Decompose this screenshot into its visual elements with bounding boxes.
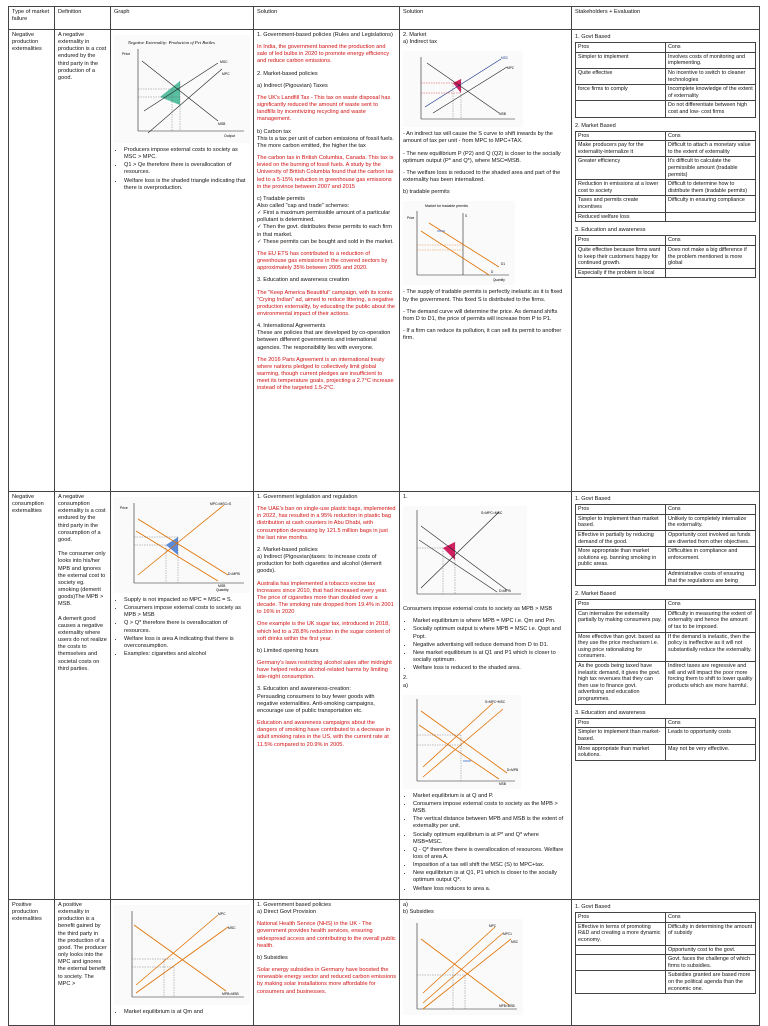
svg-text:D1: D1 [501, 262, 506, 267]
evaluation-title: 3. Education and awareness [575, 709, 646, 716]
type-cell: Negative production externalities [9, 30, 55, 492]
con-cell: Leads to opportunity costs [666, 728, 756, 744]
svg-text:MPC: MPC [489, 924, 497, 929]
pro-cell [576, 971, 666, 994]
type-cell: Positive production externalities [9, 900, 55, 1026]
graph-bullets [114, 597, 250, 658]
pros-cons-row [576, 728, 756, 744]
con-cell: Indirect taxes are regressive and will and will impact the poor more forcing them to shift to lower quality products which are more harmful. [666, 662, 756, 705]
solution-1-cell [254, 30, 400, 492]
pros-cons-row [576, 131, 756, 141]
pros-cons-row [576, 547, 756, 570]
con-cell: Incomplete knowledge of the extent of externality [666, 85, 756, 101]
pro-cell [576, 569, 666, 585]
con-cell: Unlikely to completely internalize the externality. [666, 514, 756, 530]
pro-cell: Pros [576, 43, 666, 53]
pros-cons-row [576, 718, 756, 728]
pros-cons-row [576, 744, 756, 760]
policy-text: c) Tradable permits Also called "cap and trade" schemes: ✓ First a maximum permissible amount of a particular pollutant is determined. ✓ Then the govt. distributes these permits to each firm in that market. ✓ These permits can be bought and sold in the market. [257, 195, 394, 245]
con-cell: Does not make a big difference if the problem mentioned is more global [666, 245, 756, 268]
pros-cons-table [575, 131, 756, 223]
svg-text:Quantity: Quantity [493, 278, 505, 283]
svg-text:MSB: MSB [218, 584, 226, 588]
evaluation-title: 1. Govt Based [575, 904, 611, 910]
svg-text:D=MPB: D=MPB [499, 589, 511, 594]
con-cell: If the demand is inelastic, then the policy is ineffective as it will not substantially reduce the externality. [666, 632, 756, 661]
example-text: The UK's Landfill Tax - This tax on waste disposal has significantly reduced the amount of waste sent to landfills by incentivizing recycling and waste management. [257, 94, 391, 123]
svg-text:Price: Price [122, 52, 131, 56]
con-cell: Cons [666, 718, 756, 728]
pros-cons-table [575, 235, 756, 278]
svg-text:MSC: MSC [220, 60, 228, 64]
pros-cons-row [576, 600, 756, 610]
svg-text:D=MPB: D=MPB [507, 767, 519, 772]
policy-text: 2. Market-based policies a) Indirect (Pigouvian)taxes: to increase costs of production for both cigarettes and alcohol (demerit goods). [257, 546, 382, 575]
solution-2-subtitle: b) tradable permits [403, 189, 450, 196]
policy-text: b) Limited opening hours [257, 647, 319, 654]
svg-text:Quantity: Quantity [216, 588, 229, 592]
policy-text: 3. Education and awareness creation [257, 277, 350, 284]
pros-cons-row [576, 505, 756, 515]
pro-cell: Pros [576, 236, 666, 246]
solution-1-cell [254, 492, 400, 900]
evaluation-cell [572, 900, 760, 1026]
solution-2-bullet: • Socially optimum output is where MPB = MSC i.e. Qopt and Popt. [413, 626, 568, 640]
pro-cell: force firms to comply [576, 85, 666, 101]
pro-cell [576, 945, 666, 955]
pro-cell: Simpler to implement than market based. [576, 514, 666, 530]
policy-text: 1. Government based policies a) Direct Govt Provision [257, 902, 332, 916]
pro-cell: Effective in terms of promoting R&D and creating a more dynamic economy. [576, 922, 666, 945]
con-cell: Do not differentiate between high cost and low- cost firms [666, 101, 756, 117]
solution-2-line: - The supply of tradable permits is perfectly inelastic as it is fixed by the government. This fixed S is distributed to the firms. [403, 289, 563, 303]
evaluation-cell [572, 30, 760, 492]
graph-bullet: • Producers impose external costs to society as MSC > MPC. [124, 147, 250, 161]
pro-cell: As the goods being taxed have inelastic demand, it gives the govt. high tax revenues that they can then use to finance govt. advertising and education programmes. [576, 662, 666, 705]
solution-2-bullets-a [403, 618, 568, 672]
solution-2-bullet: • Socially optimum equilibrium is at P* and Q* where MSB=MSC. [413, 832, 568, 846]
con-cell: Difficulty in ensuring compliance [666, 196, 756, 212]
row-positive-production [9, 900, 760, 1026]
solution-2-bullet: • New market equilibrium is at Q1 and P1 which is closer to socially optimum. [413, 650, 568, 664]
graph-bullet: • Q > Q* therefore there is overallocation of resources. [124, 620, 250, 634]
solution-2-title: 1. [403, 494, 408, 500]
svg-text:D=MPB: D=MPB [228, 572, 240, 576]
svg-text:Output: Output [224, 134, 235, 138]
con-cell: Cons [666, 505, 756, 515]
solution-2-line: - The new equilibrium P (P2) and Q (Q2) is closer to the socially optimum output (P* and Q*), where MSC=MSB. [403, 150, 561, 164]
graph-cell [111, 30, 254, 492]
pros-cons-row [576, 245, 756, 268]
example-text: Solar energy subsidies in Germany have boosted the renewable energy sector and reduced carbon emissions by making solar installations more affordable for consumers and businesses. [257, 967, 396, 995]
solution-2-cell [400, 30, 572, 492]
tradable-permits-graph [403, 201, 515, 285]
definition-cell: A negative externality in production is a cost endured by the third party in the production of a good. [55, 30, 111, 492]
pros-cons-table [575, 718, 756, 761]
policy-text: 3. Education and awareness-creation: Persuading consumers to buy fewer goods with negative externalities. Anti-smoking campaigns, encourage use of public transportation etc. [257, 686, 375, 714]
solution-list [257, 494, 396, 749]
header-solution-1: Solution [254, 7, 400, 30]
pro-cell: Simpler to implement than market- based. [576, 728, 666, 744]
pro-cell: Pros [576, 505, 666, 515]
pro-cell: More effective than govt. based as they use the price mechanism i.e. using price rationalizing for consumers. [576, 632, 666, 661]
solution-2-bullet: • Welfare loss is reduced to the shaded area. [413, 665, 568, 672]
pros-cons-row [576, 514, 756, 530]
pros-cons-row [576, 43, 756, 53]
pro-cell: Effective in partially by reducing demand of the good. [576, 530, 666, 546]
con-cell: Difficulty in determining the amount of subsidy [666, 922, 756, 945]
positive-production-graph [114, 905, 250, 1005]
evaluation-title: 1. Govt Based [575, 496, 611, 502]
graph-bullet: • Welfare loss is area A indicating that there is overconsumption. [124, 636, 250, 650]
solution-2-bullet: • Market equilibrium is where MPB = MPC i.e. Qm and Pm. [413, 618, 568, 625]
pros-cons-row [576, 922, 756, 945]
evaluation-blocks [575, 496, 756, 761]
pros-cons-row [576, 945, 756, 955]
pro-cell: Make producers pay for the externality-internalize it [576, 141, 666, 157]
svg-text:Price: Price [120, 506, 128, 510]
pro-cell: More appropriate than market solutions. [576, 744, 666, 760]
svg-text:MSB: MSB [218, 122, 226, 126]
solution-2-bullet: • The vertical distance between MPB and MSB is the extent of externality per unit. [413, 816, 568, 830]
graph-bullet: • Supply is not impacted so MPC = MSC = S. [124, 597, 250, 604]
pro-cell: More appropriate than market solutions eg. banning smoking in public areas. [576, 547, 666, 570]
negative-production-graph [114, 35, 250, 143]
solution-2-bullets-a [403, 131, 568, 184]
svg-text:MSB: MSB [499, 781, 506, 786]
policy-text: 2. Market-based policies [257, 70, 318, 77]
svg-text:MPC: MPC [222, 72, 230, 76]
evaluation-title: 2. Market Based [575, 591, 616, 598]
pros-cons-row [576, 971, 756, 994]
example-text: The EU ETS has contributed to a reduction of greenhouse gas emissions in the covered sectors by approximately 35% between 2005 and 2020. [257, 250, 388, 272]
pro-cell: Pros [576, 600, 666, 610]
header-type: Type of market failure [9, 7, 55, 30]
policy-text: a) Indirect (Pigouvian) Taxes [257, 82, 328, 89]
pro-cell: Greater efficiency [576, 157, 666, 180]
evaluation-blocks [575, 34, 756, 278]
evaluation-cell [572, 492, 760, 900]
con-cell: Administrative costs of ensuring that the regulations are being [666, 569, 756, 585]
svg-text:MSC: MSC [511, 940, 519, 945]
graph-cell [111, 492, 254, 900]
pros-cons-row [576, 52, 756, 68]
graph-bullet: • Consumers impose external costs to society as MPB > MSB [124, 605, 250, 619]
evaluation-blocks [575, 904, 756, 994]
definition-cell: A negative consumption externality is a cost endured by the third party in the consumption of a good. The consumer only looks into his/her MPB and ignores the external cost to society eg. smoking (demerit goods)The MPB > MSB. A demerit good causes a negative externality where users do not realize the costs to themselves and societal costs on third parties. [55, 492, 111, 900]
evaluation-title: 2. Market Based [575, 122, 616, 129]
graph-title: Negative Externality: Production of Pet Bottles [128, 40, 215, 45]
graph-bullets [114, 1009, 250, 1016]
header-definition: Definition [55, 7, 111, 30]
pros-cons-row [576, 530, 756, 546]
solution-1-cell [254, 900, 400, 1026]
graph-bullet: • Welfare loss is the shaded triangle indicating that there is overproduction. [124, 178, 250, 192]
header-solution-2: Solution [400, 7, 572, 30]
svg-text:Price: Price [407, 216, 415, 221]
example-text: In India, the government banned the production and sale of led bulbs in 2020 to promote energy efficiency and reduce carbon emissions. [257, 44, 390, 65]
con-cell: Cons [666, 131, 756, 141]
solution-2-bullet: • New equilibrium is at Q1, P1 which is closer to the socially optimum output Q*. [413, 870, 568, 884]
pros-cons-row [576, 236, 756, 246]
evaluation-title: 3. Education and awareness [575, 227, 646, 234]
con-cell: Opportunity cost involved as funds are diverted from other objectives. [666, 530, 756, 546]
con-cell: Govt. faces the challenge of which firms to subsidies. [666, 955, 756, 971]
solution-2-bullets-b [403, 289, 568, 342]
pros-cons-row [576, 569, 756, 585]
svg-text:MSB: MSB [499, 112, 506, 117]
example-text: Australia has implemented a tobacco excise tax increases since 2010, that had increased every year. The price of cigarettes more than doubled over a decade. The smoking rate dropped from 19.4% in 2001 to 16% in 2020 [257, 580, 394, 616]
pros-cons-row [576, 662, 756, 705]
graph-bullet: • Q1 > Qe therefore there is overallocation of resources. [124, 162, 250, 176]
example-text: The UAE's ban on single-use plastic bags, implemented in 2022, has resulted in a 95% reduction in plastic bag distribution at cash counters in Abu Dhabi, with consumption decreasing by 121.5 million bags in just the last nine months. [257, 506, 396, 541]
con-cell: Cons [666, 600, 756, 610]
pros-cons-row [576, 141, 756, 157]
solution-2-line: - The demand curve will determine the price. As demand shifts from D to D1, the price of permits will increase from P to P1. [403, 308, 558, 322]
pros-cons-table [575, 599, 756, 704]
graph-bullet: • Examples: cigarettes and alcohol [124, 651, 250, 658]
solution-2-cell [400, 900, 572, 1026]
policy-text: b) Carbon tax This is a tax per unit of carbon emissions of fossil fuels. The more carbon emitted, the higher the tax [257, 128, 394, 149]
pros-cons-row [576, 913, 756, 923]
policy-text: 1. Government legislation and regulation [257, 494, 358, 500]
example-text: The "Keep America Beautiful" campaign, with its iconic "Crying Indian" ad, aimed to reduce littering, a negative production externality, by educating the public about the environmental impact of their actions. [257, 289, 395, 317]
graph-cell [111, 900, 254, 1026]
svg-text:MPB=MSB: MPB=MSB [499, 1004, 515, 1009]
solution-2-note: Consumers impose external costs to society as MPB > MSB [403, 606, 553, 613]
svg-text:S=MPC=MSC: S=MPC=MSC [481, 511, 503, 516]
pros-cons-row [576, 609, 756, 632]
svg-text:S=MPC+MSC: S=MPC+MSC [485, 699, 506, 704]
pros-cons-table [575, 912, 756, 994]
con-cell: May not be very effective. [666, 744, 756, 760]
svg-text:MPC: MPC [507, 66, 515, 71]
indirect-tax-graph [403, 51, 523, 127]
con-cell: Cons [666, 236, 756, 246]
pro-cell: Can internalize the externality partially by making consumers pay. [576, 609, 666, 632]
solution-2-bullets-b [403, 793, 568, 893]
type-cell: Negative consumption externalities [9, 492, 55, 900]
solution-2-subtitle: 2. a) [403, 675, 408, 689]
pro-cell: Quite effective [576, 68, 666, 84]
solution-2-bullet: • Welfare loss reduces to area a. [413, 886, 568, 893]
solution-list [257, 32, 396, 393]
svg-text:MSC: MSC [501, 56, 509, 61]
solution-2-line: - The welfare loss is reduced to the shaded area and part of the externality has been internalized. [403, 169, 561, 184]
solution-2-line: - If a firm can reduce its pollution, it can sell its permit to another firm. [403, 328, 562, 342]
svg-text:MSC: MSC [228, 926, 236, 930]
policy-text: 4. International Agreements These are policies that are developed by co-operation between different governments and international agencies. The responsibility lies with everyone. [257, 323, 391, 351]
con-cell: Cons [666, 913, 756, 923]
svg-text:MPB=MSB: MPB=MSB [222, 992, 239, 996]
solution-list [257, 902, 396, 996]
pro-cell: Taxes and permits create incentives [576, 196, 666, 212]
solution-2-bullet: • Consumers impose external costs to society as the MPB > MSB. [413, 801, 568, 815]
subsidies-graph [403, 919, 523, 1015]
con-cell: It's difficult to calculate the permissible amount (tradable permits) [666, 157, 756, 180]
solution-2-bullet: • Negative advertising will reduce demand from D to D1. [413, 642, 568, 649]
negative-advertising-graph [403, 506, 527, 602]
solution-2-bullet: • Imposition of a tax will shift the MSC (S) to MPC+tax. [413, 862, 568, 869]
graph-bullet: • Market equilibrium is at Qm and [124, 1009, 250, 1016]
negative-consumption-graph [114, 497, 250, 593]
svg-text:MPC: MPC [218, 912, 226, 916]
pro-cell: Reduced welfare loss [576, 212, 666, 222]
con-cell: Difficult to attach a monetary value to the extent of externality [666, 141, 756, 157]
con-cell: Difficulty in measuring the extent of externality and hence the amount of tax to be imposed. [666, 609, 756, 632]
pros-cons-table [575, 42, 756, 117]
svg-text:MPC1: MPC1 [503, 932, 512, 937]
header-graph: Graph [111, 7, 254, 30]
definition-cell: A positive externality in production is a benefit gained by the third party in the production of a good. The producer only looks into the MPC and ignores the external benefit to society. The MPC > [55, 900, 111, 1026]
svg-text:S: S [465, 214, 468, 219]
pro-cell: Quite effective because firms want to keep their customers happy for continued growth. [576, 245, 666, 268]
example-text: The 2016 Paris Agreement is an international treaty where nations pledged to collectively limit global warming, though current pledges are insufficient to meet its temperature goals, projecting a 2.7°C increase instead of the targeted 1.5-2°C. [257, 356, 394, 392]
solution-2-bullet: • Q - Q* therefore there is overallocation of resources. Welfare loss of area A. [413, 847, 568, 861]
graph-bullets [114, 147, 250, 192]
graph-title: Market for tradable permits [425, 204, 468, 209]
con-cell [666, 212, 756, 222]
con-cell [666, 268, 756, 278]
policy-text: 1. Government-based policies (Rules and Legislations) [257, 32, 393, 38]
solution-2-title: 2. Market a) Indirect tax [403, 32, 437, 46]
pros-cons-table [575, 504, 756, 586]
header-row [9, 7, 760, 30]
example-text: National Health Service (NHS) in the UK - The government provides health services, ensuring widespread access and contributing to the overall public health. [257, 921, 396, 949]
pros-cons-row [576, 212, 756, 222]
con-cell: Involves costs of monitoring and implementing. [666, 52, 756, 68]
pro-cell [576, 101, 666, 117]
pro-cell [576, 955, 666, 971]
pros-cons-row [576, 68, 756, 84]
con-cell: Difficult to determine how to distribute them (tradable permits) [666, 180, 756, 196]
con-cell: Cons [666, 43, 756, 53]
pro-cell: Especially if the problem is local [576, 268, 666, 278]
tax-consumption-graph [403, 695, 521, 789]
header-evaluation: Stakeholders + Evaluation [572, 7, 760, 30]
solution-2-line: - An indirect tax will cause the S curve to shift inwards by the amount of tax per unit - from MPC to MPC+TAX. [403, 131, 553, 145]
example-text: One example is the UK sugar tax, introduced in 2018, which led to a 28.8% reduction in the sugar content of soft drinks within the first year. [257, 621, 391, 642]
pros-cons-row [576, 180, 756, 196]
con-cell: No incentive to switch to cleaner technologies [666, 68, 756, 84]
pros-cons-row [576, 955, 756, 971]
con-cell: Subsidies granted are based more on the political agenda than the economic one. [666, 971, 756, 994]
solution-2-title: a) b) Subsidies [403, 902, 434, 916]
notes-table [8, 6, 760, 1026]
policy-text: b) Subsidies [257, 954, 288, 961]
pros-cons-row [576, 101, 756, 117]
example-text: Germany's laws restricting alcohol sales after midnight have helped reduce alcohol-related harms by limiting late-night consumption. [257, 659, 392, 681]
con-cell: Difficulties in compliance and enforcement. [666, 547, 756, 570]
pro-cell: Reduction in emissions at a lower cost to society [576, 180, 666, 196]
row-negative-consumption [9, 492, 760, 900]
svg-text:D: D [491, 270, 494, 275]
pro-cell: Pros [576, 131, 666, 141]
solution-2-bullet: • Market equilibrium is at Q and P. [413, 793, 568, 800]
con-cell: Opportunity cost to the govt. [666, 945, 756, 955]
evaluation-title: 1. Govt Based [575, 34, 611, 40]
svg-text:MPC=MSC=S: MPC=MSC=S [210, 502, 232, 506]
pro-cell: Simpler to implement [576, 52, 666, 68]
example-text: Education and awareness campaigns about the dangers of smoking have contributed to a decrease in adult smoking rates in the US, with the current rate at 11.5% compared to 20.9% in 2005. [257, 720, 391, 748]
pro-cell: Pros [576, 718, 666, 728]
example-text: The carbon tax in British Columbia, Canada. This tax is levied on the burning of fossil fuels. A study by the University of British Columbia found that the carbon tax led to a 5-15% reduction in greenhouse gas emissions in the province between 2007 and 2015 [257, 155, 394, 190]
pros-cons-row [576, 632, 756, 661]
pro-cell: Pros [576, 913, 666, 923]
pros-cons-row [576, 85, 756, 101]
pros-cons-row [576, 157, 756, 180]
pros-cons-row [576, 268, 756, 278]
solution-2-cell [400, 492, 572, 900]
row-negative-production [9, 30, 760, 492]
pros-cons-row [576, 196, 756, 212]
